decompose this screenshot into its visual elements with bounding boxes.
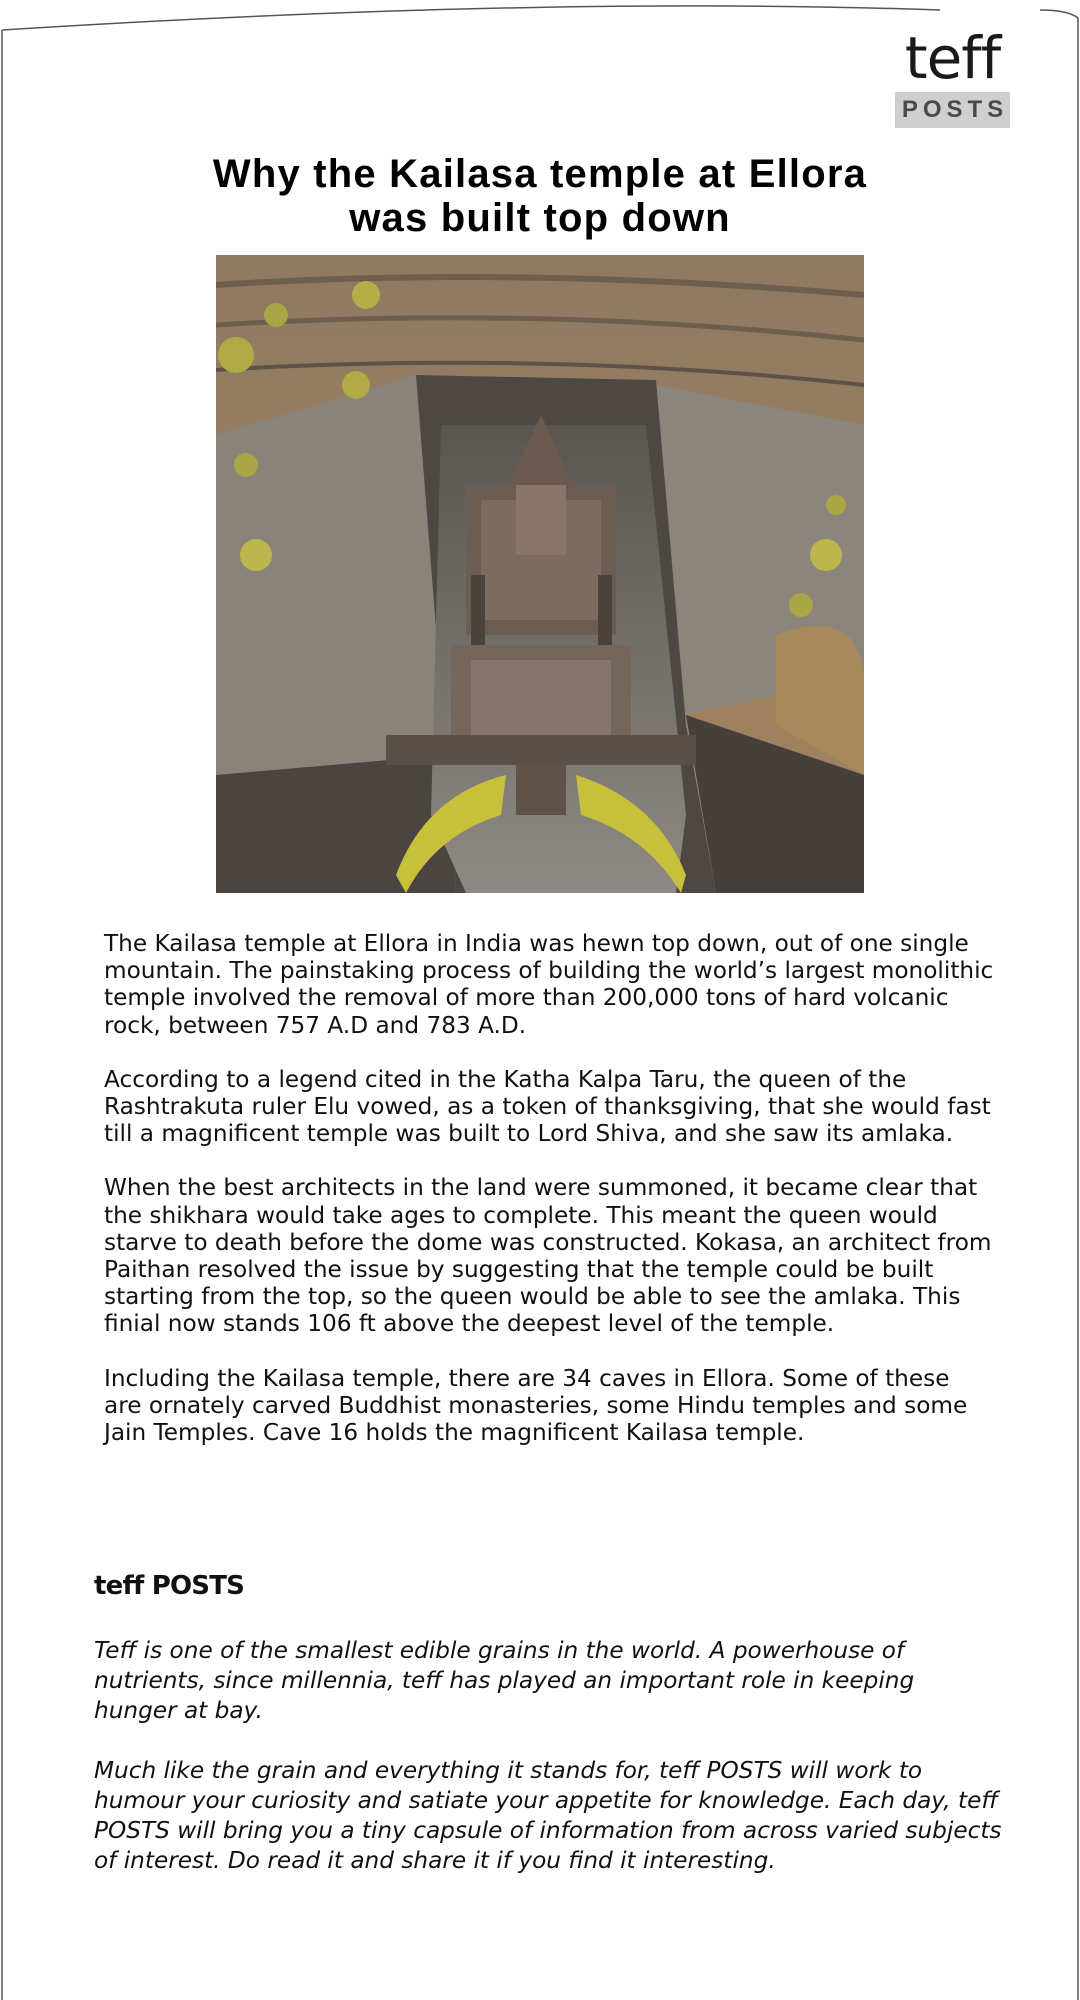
about-paragraph: Much like the grain and everything it stands for, teff POSTS will work to humour your curiosity and satiate your appetite for knowledge. Each day, teff POSTS will bring you a tiny capsule of information from across varied subjects of interest. Do read it and share it if you find it interesting. xyxy=(94,1757,1002,1874)
about-paragraph: Teff is one of the smallest edible grains in the world. A powerhouse of nutrients, since millennia, teff has played an important role in keeping hunger at bay. xyxy=(94,1637,915,1724)
about-heading: teff POSTS xyxy=(94,1571,245,1601)
article-paragraph: The Kailasa temple at Ellora in India was hewn top down, out of one single mountain. The painstaking process of building the world’s largest monolithic temple involved the removal of more than 200,000 tons of hard volcanic rock, between 757 A.D and 783 A.D. xyxy=(104,930,994,1039)
article-paragraph: According to a legend cited in the Katha Kalpa Taru, the queen of the Rashtrakuta ruler Elu vowed, as a token of thanksgiving, that she would fast till a magnificent temple was built to Lord Shiva, and she saw its amlaka. xyxy=(104,1065,991,1148)
article-title xyxy=(100,152,980,240)
about-teff-posts xyxy=(94,1570,1004,1906)
kailasa-temple-aerial-photo xyxy=(216,255,864,893)
title-line-2: was built top down xyxy=(349,196,731,240)
title-line-1: Why the Kailasa temple at Ellora xyxy=(212,152,868,196)
article-body xyxy=(104,930,994,1473)
teff-posts-logo xyxy=(895,24,1010,128)
article-paragraph: Including the Kailasa temple, there are 34 caves in Ellora. Some of these are ornately carved Buddhist monasteries, some Hindu temples and some Jain Temples. Cave 16 holds the magnificent Kailasa temple. xyxy=(104,1364,968,1447)
article-paragraph: When the best architects in the land were summoned, it became clear that the shikhara would take ages to complete. This meant the queen would starve to death before the dome was constructed. Kokasa, an architect from Paithan resolved the issue by suggesting that the temple could be built starting from the top, so the queen would be able to see the amlaka. This finial now stands 106 ft above the deepest level of the temple. xyxy=(104,1174,992,1338)
logo-wordmark: teff xyxy=(904,24,1001,92)
logo-sub-label: POSTS xyxy=(895,92,1010,128)
